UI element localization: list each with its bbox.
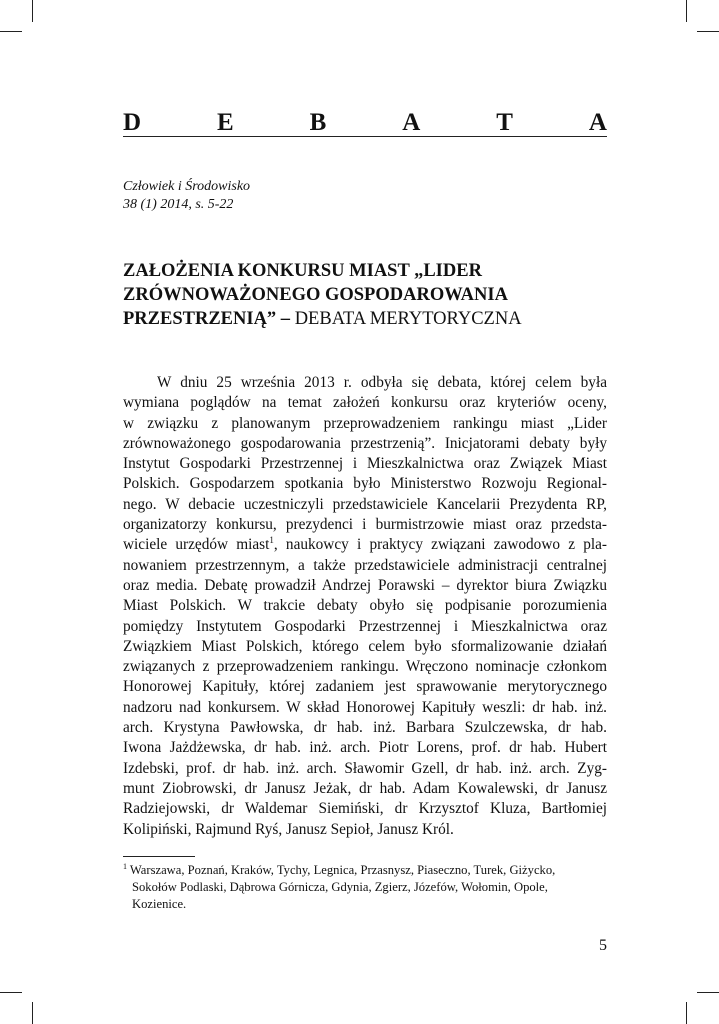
section-title-letter: T (496, 109, 513, 136)
crop-mark (0, 992, 22, 993)
journal-name: Człowiek i Środowisko (123, 179, 251, 194)
footnote-mark: 1 (123, 862, 127, 871)
body-line: związanych z przeprowadzeniem rankingu. Wręczono nominacje członkom (123, 658, 607, 676)
footnote-text: Warszawa, Poznań, Kraków, Tychy, Legnica, Przasnysz, Piaseczno, Turek, Giżycko, (127, 863, 556, 877)
article-title-line: ZRÓWNOWAŻONEGO GOSPODAROWANIA (123, 285, 508, 305)
body-paragraph (123, 373, 607, 840)
article-title-subtitle: DEBATA MERYTORYCZNA (294, 309, 522, 329)
article-title-line: ZAŁOŻENIA KONKURSU MIAST „LIDER (123, 261, 482, 281)
section-title-letter: A (588, 109, 607, 136)
crop-mark (32, 1002, 33, 1024)
body-line: Polskich. Gospodarzem spotkania było Ministerstwo Rozwoju Regional- (123, 475, 607, 493)
body-line: Izdebski, prof. dr hab. inż. arch. Sławomir Gzell, dr hab. inż. arch. Zyg- (123, 759, 607, 777)
journal-citation (123, 178, 250, 214)
body-line: Radziejowski, dr Waldemar Siemiński, dr Krzysztof Kluza, Bartłomiej (123, 800, 607, 818)
body-line-with-footnote (123, 535, 607, 555)
body-line: Miast Polskich. W trakcie debaty obyło się podpisanie porozumienia (123, 597, 607, 615)
body-line: W dniu 25 września 2013 r. odbyła się debata, której celem była (157, 374, 607, 391)
body-line: munt Ziobrowski, dr Janusz Jeżak, dr hab. Adam Kowalewski, dr Janusz (123, 779, 607, 797)
body-line: nego. W debacie uczestniczyli przedstawiciele Kancelarii Prezydenta RP, (123, 495, 607, 513)
crop-mark (697, 31, 719, 32)
body-line: Iwona Jażdżewska, dr hab. inż. arch. Piotr Lorens, prof. dr hab. Hubert (123, 739, 607, 757)
body-line-part: wiciele urzędów miast (123, 536, 270, 554)
crop-mark (686, 0, 687, 22)
body-line: nadzoru nad konkursem. W skład Honorowej Kapituły weszli: dr hab. inż. (123, 698, 607, 716)
footnote-line: Sokołów Podlaski, Dąbrowa Górnicza, Gdynia, Zgierz, Józefów, Wołomin, Opole, (132, 880, 548, 894)
article-title (123, 259, 607, 331)
body-line: nowaniem przestrzennym, a także przedstawiciele administracji centralnej (123, 556, 607, 574)
section-title-letter: B (309, 109, 327, 136)
body-line: wymiana poglądów na temat założeń konkursu oraz kryteriów oceny, (123, 394, 607, 412)
footnote-line: Kozienice. (132, 897, 187, 911)
body-line: Kolipiński, Rajmund Ryś, Janusz Sepioł, Janusz Król. (123, 820, 454, 838)
body-line: Instytut Gospodarki Przestrzennej i Mieszkalnictwa oraz Związek Miast (123, 455, 607, 473)
body-line: Związkiem Miast Polskich, którego celem było sformalizowanie działań (123, 637, 607, 655)
body-line: oraz media. Debatę prowadził Andrzej Porawski – dyrektor biura Związku (123, 576, 607, 594)
footnote-reference: 1 (269, 535, 274, 546)
body-line: Honorowej Kapituły, której zadaniem jest sprawowanie merytorycznego (123, 678, 607, 696)
body-line: w związku z planowanym przeprowadzeniem rankingu miast „Lider (123, 414, 607, 432)
footnote (123, 862, 607, 913)
body-line-part: , naukowcy i praktycy związani zawodowo z pla- (273, 536, 607, 554)
article-title-line (123, 307, 607, 331)
section-title-letter: D (123, 109, 142, 136)
body-line: pomiędzy Instytutem Gospodarki Przestrzennej i Mieszkalnictwa oraz (123, 617, 607, 635)
article-title-bold: PRZESTRZENIĄ” – (123, 309, 295, 329)
section-rule (123, 136, 607, 137)
body-line: arch. Krystyna Pawłowska, dr hab. inż. Barbara Szulczewska, dr hab. (123, 719, 607, 737)
crop-mark (32, 0, 33, 22)
crop-mark (697, 992, 719, 993)
crop-mark (686, 1002, 687, 1024)
section-title-letter: A (402, 109, 421, 136)
footnote-line (123, 862, 607, 879)
footnote-rule (123, 856, 195, 857)
crop-mark (0, 31, 22, 32)
page-number: 5 (599, 937, 607, 954)
section-title-letter: E (217, 109, 234, 136)
body-line: organizatorzy konkursu, prezydenci i burmistrzowie miast oraz przedsta- (123, 516, 607, 534)
journal-issue: 38 (1) 2014, s. 5-22 (123, 197, 234, 212)
body-line: zrównoważonego gospodarowania przestrzenią”. Inicjatorami debaty były (123, 434, 607, 452)
section-title (123, 108, 607, 138)
